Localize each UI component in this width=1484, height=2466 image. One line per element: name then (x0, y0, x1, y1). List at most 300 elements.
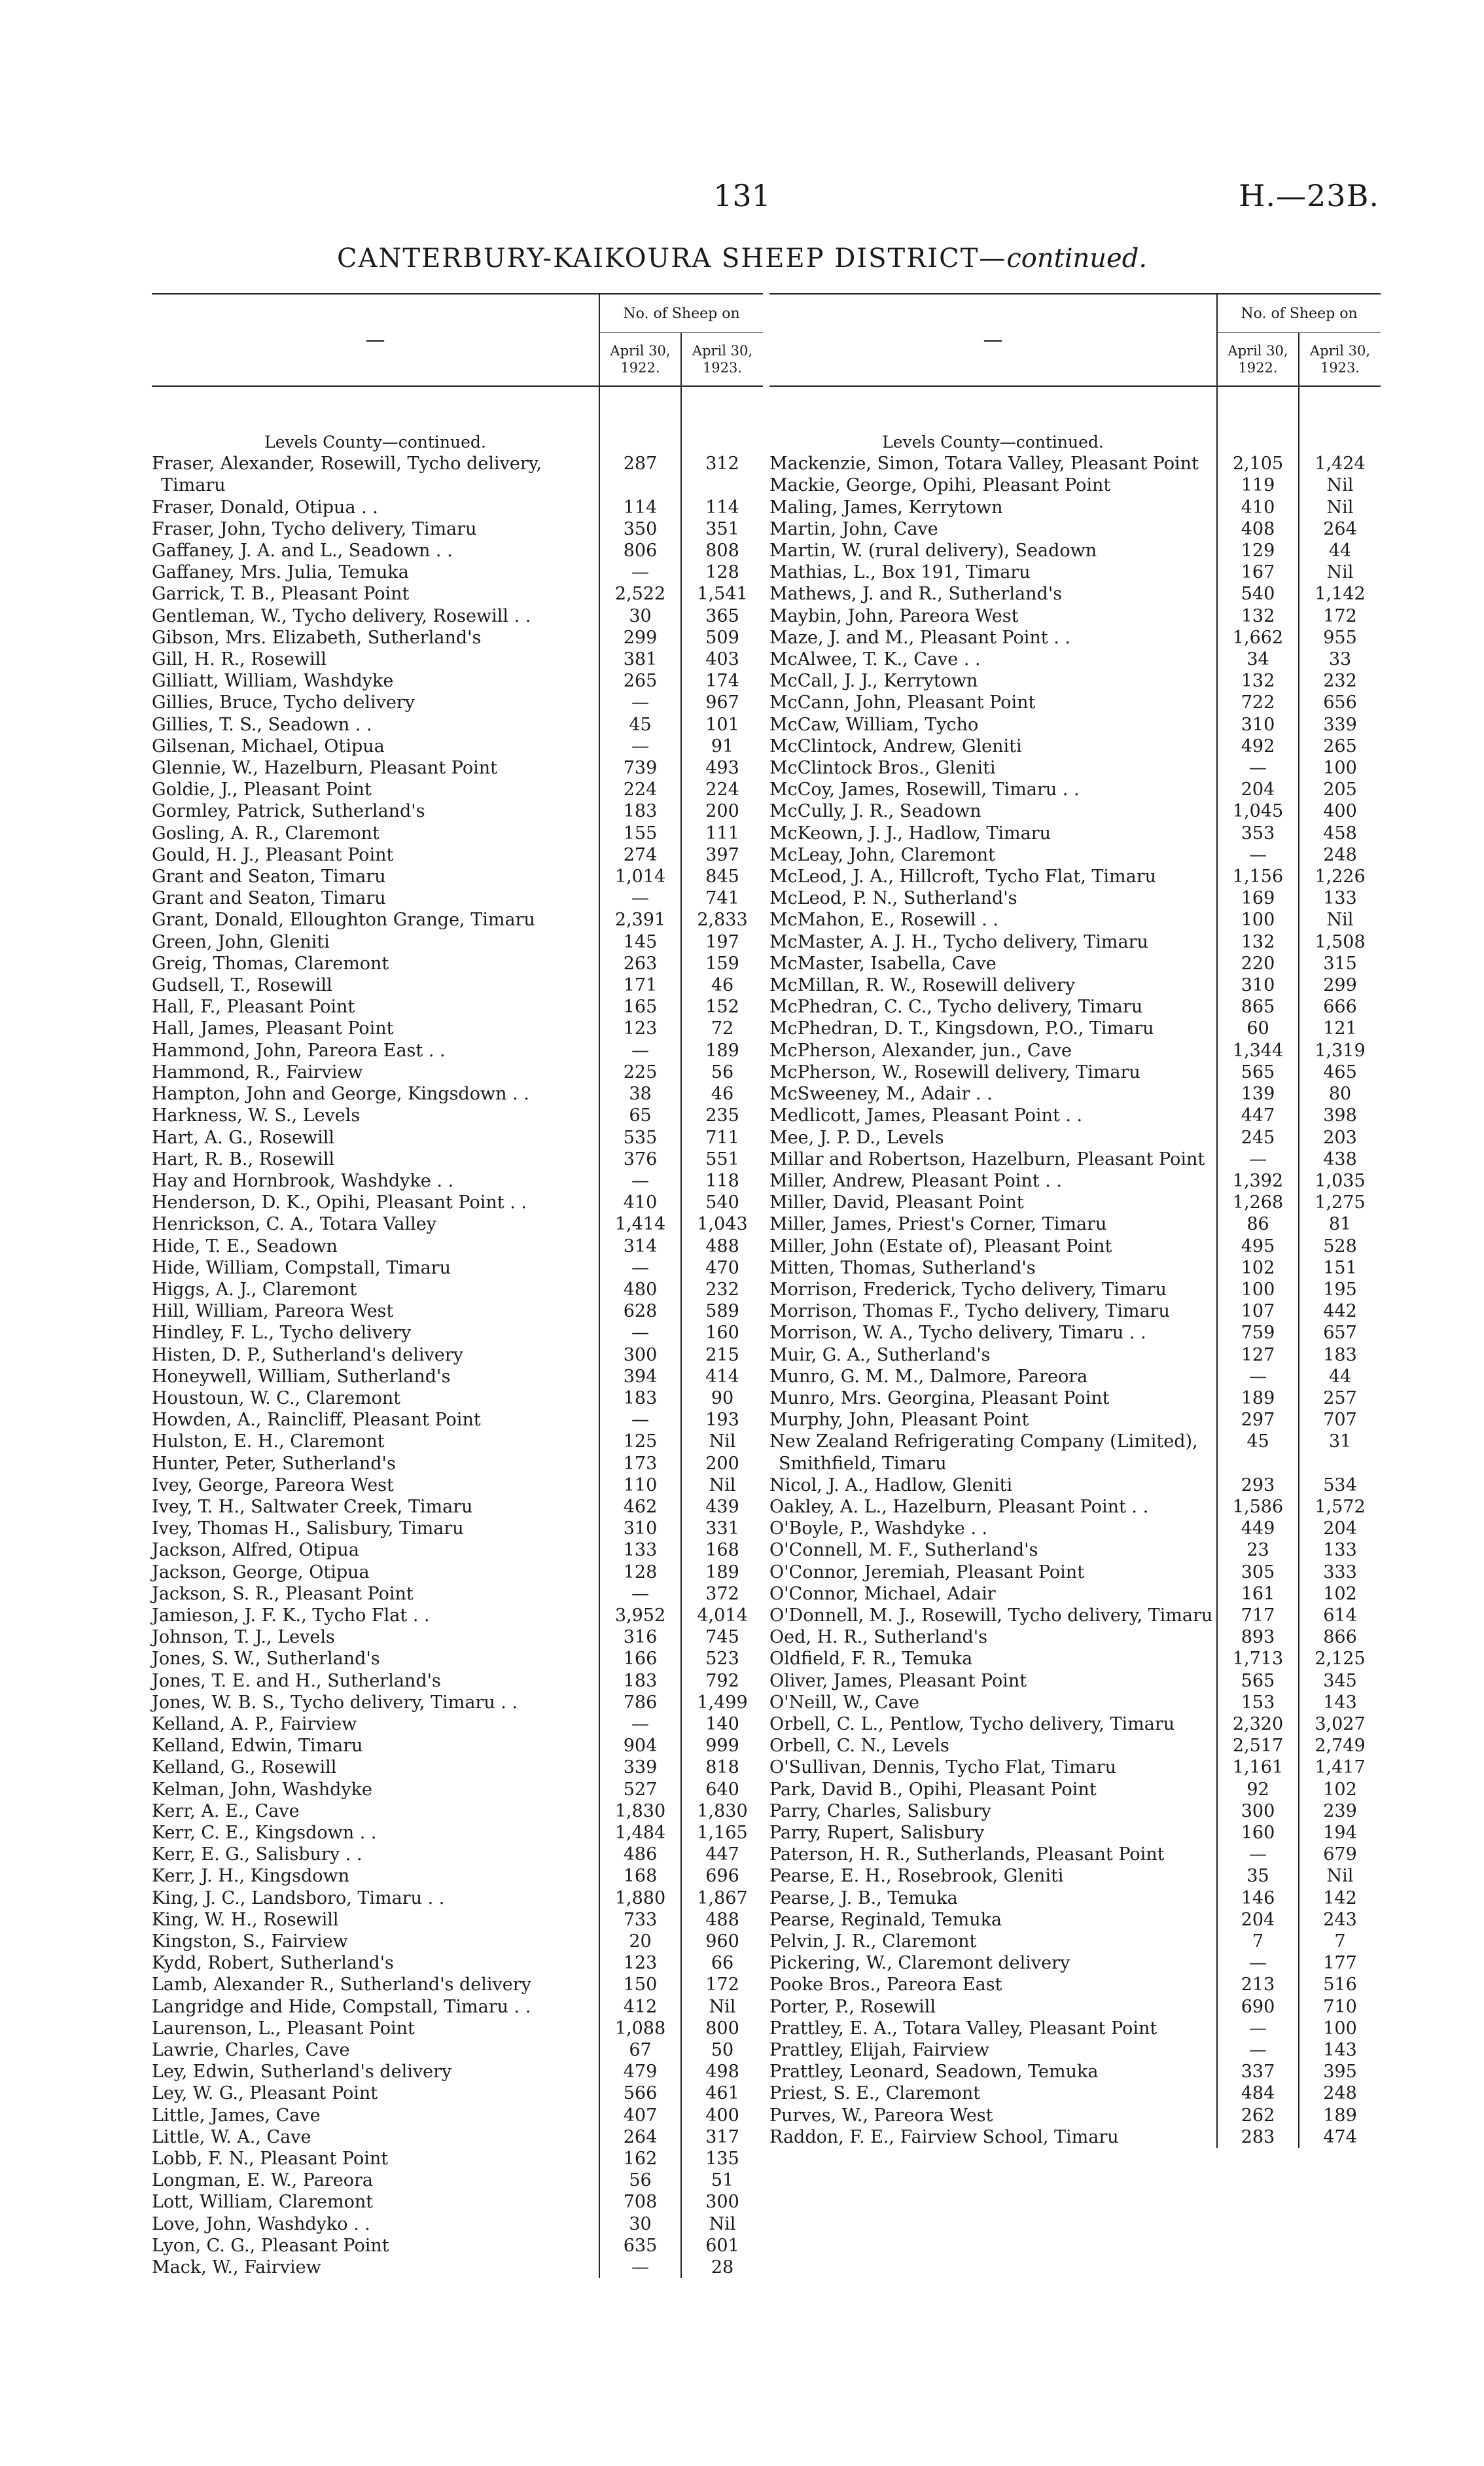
owner-name: Munro, Mrs. Georgina, Pleasant Point (769, 1387, 1110, 1408)
sheep-count-header: No. of Sheep on (1217, 294, 1381, 333)
district-title-continued: continued. (1006, 243, 1148, 274)
sheep-1923: 516 (1299, 1974, 1381, 1995)
owner-name: Glennie, W., Hazelburn, Pleasant Point (152, 758, 497, 779)
owner-name: Jackson, S. R., Pleasant Point (152, 1583, 414, 1604)
owner-name: Gaffaney, J. A. and L., Seadown . . (152, 541, 453, 562)
table-row (152, 1236, 763, 1257)
owner-name: Gibson, Mrs. Elizabeth, Sutherland's (152, 627, 482, 648)
sheep-1923: 46 (681, 974, 763, 996)
table-row (152, 1192, 763, 1213)
sheep-1923: Nil (1299, 1865, 1381, 1887)
sheep-1923: 90 (681, 1387, 763, 1409)
owner-name: Maybin, John, Pareora West (769, 605, 1019, 626)
sheep-1923: 300 (681, 2191, 763, 2213)
owner-name: Prattley, E. A., Totara Valley, Pleasant Point (769, 2018, 1157, 2039)
sheep-1922: 30 (599, 2213, 681, 2235)
table-row (152, 1409, 763, 1431)
owner-name: Parry, Charles, Salisbury (769, 1800, 991, 1821)
sheep-1923: 204 (1299, 1518, 1381, 1539)
table-row (152, 1887, 763, 1909)
sheep-1923: 1,226 (1299, 866, 1381, 887)
sheep-1922: 484 (1217, 2082, 1299, 2104)
table-row (152, 1322, 763, 1344)
table-row (769, 1127, 1381, 1149)
owner-name: Grant and Seaton, Timaru (152, 888, 386, 909)
sheep-1923: 197 (681, 931, 763, 953)
owner-name: Pearse, Reginald, Temuka (769, 1909, 1002, 1930)
owner-name: McClintock Bros., Gleniti (769, 758, 996, 779)
sheep-1923: Nil (681, 1996, 763, 2018)
table-row (769, 474, 1381, 496)
table-row (152, 627, 763, 649)
sheep-1923: 365 (681, 605, 763, 627)
sheep-1922: — (599, 692, 681, 713)
owner-name: Ivey, Thomas H., Salisbury, Timaru (152, 1518, 464, 1539)
sheep-1922: 86 (1217, 1213, 1299, 1235)
owner-name: Langridge and Hide, Compstall, Timaru . . (152, 1996, 531, 2017)
table-row (769, 800, 1381, 822)
table-row (152, 540, 763, 562)
owner-name: Fraser, Donald, Otipua . . (152, 497, 378, 518)
sheep-1922: 1,713 (1217, 1648, 1299, 1670)
table-row (769, 1887, 1381, 1909)
table-row (769, 540, 1381, 562)
table-row (152, 1127, 763, 1149)
sheep-1922: 904 (599, 1735, 681, 1757)
owner-name: Kydd, Robert, Sutherland's (152, 1953, 394, 1974)
owner-name: Gill, H. R., Rosewill (152, 649, 327, 670)
owner-name: Lyon, C. G., Pleasant Point (152, 2235, 389, 2256)
page-number: 131 (713, 178, 771, 213)
owner-name: Howden, A., Raincliff, Pleasant Point (152, 1410, 481, 1431)
owner-name: McAlwee, T. K., Cave . . (769, 649, 981, 670)
owner-name: Mathews, J. and R., Sutherland's (769, 584, 1063, 605)
owner-name: Green, John, Gleniti (152, 931, 330, 952)
sheep-1923: 243 (1299, 1909, 1381, 1931)
sheep-1922: 133 (599, 1539, 681, 1561)
sheep-1922: 1,880 (599, 1887, 681, 1909)
table-row (152, 2126, 763, 2148)
sheep-1922: 339 (599, 1757, 681, 1778)
sheep-1922: 102 (1217, 1257, 1299, 1279)
sheep-1923: 195 (1299, 1279, 1381, 1300)
sheep-1923: 438 (1299, 1149, 1381, 1170)
owner-name: Gillies, Bruce, Tycho delivery (152, 692, 415, 713)
owner-name: Kelman, John, Washdyke (152, 1779, 372, 1800)
owner-name: Hall, F., Pleasant Point (152, 997, 355, 1018)
sheep-1922: 263 (599, 953, 681, 974)
sheep-1923: 800 (681, 2018, 763, 2039)
owner-name: Morrison, Frederick, Tycho delivery, Timaru (769, 1279, 1167, 1300)
owner-column-header: — (152, 294, 599, 386)
sheep-1922: 717 (1217, 1605, 1299, 1626)
sheep-1923: 224 (681, 779, 763, 800)
sheep-1923: 140 (681, 1713, 763, 1735)
sheep-1923: 160 (681, 1322, 763, 1344)
sheep-1923: 534 (1299, 1474, 1381, 1496)
owner-name: Grant, Donald, Elloughton Grange, Timaru (152, 910, 535, 931)
table-row (152, 1974, 763, 1995)
sheep-1923: 143 (1299, 1692, 1381, 1713)
owner-name: Raddon, F. E., Fairview School, Timaru (769, 2126, 1119, 2147)
table-row (152, 1344, 763, 1366)
sheep-1922: 129 (1217, 540, 1299, 562)
sheep-1922: 314 (599, 1236, 681, 1257)
sheep-1923: 351 (681, 518, 763, 540)
table-row (769, 1040, 1381, 1062)
table-row (769, 1713, 1381, 1735)
sheep-1923: Nil (1299, 562, 1381, 583)
sheep-1922: 394 (599, 1366, 681, 1387)
table-row (769, 605, 1381, 627)
sheep-1922: 299 (599, 627, 681, 649)
sheep-1923: 967 (681, 692, 763, 713)
sheep-1923: 189 (1299, 2105, 1381, 2126)
sheep-1922: 635 (599, 2235, 681, 2257)
owner-name: Paterson, H. R., Sutherlands, Pleasant Point (769, 1844, 1165, 1865)
owner-name: Mathias, L., Box 191, Timaru (769, 562, 1031, 583)
table-row (769, 909, 1381, 931)
owner-name: McCoy, James, Rosewill, Timaru . . (769, 779, 1080, 800)
owner-name: McMaster, A. J. H., Tycho delivery, Timaru (769, 931, 1148, 952)
sheep-1922: 410 (1217, 497, 1299, 518)
owner-name: New Zealand Refrigerating Company (Limited), Smithfield, Timaru (769, 1431, 1198, 1474)
sheep-1923: 1,499 (681, 1692, 763, 1713)
owner-name: Nicol, J. A., Hadlow, Gleniti (769, 1474, 1013, 1495)
sheep-1923: 248 (1299, 844, 1381, 866)
table-row (152, 1735, 763, 1757)
sheep-1922: 722 (1217, 692, 1299, 713)
table-row (769, 736, 1381, 757)
sheep-1923: 31 (1299, 1431, 1381, 1474)
table-row (152, 953, 763, 974)
sheep-1922: 293 (1217, 1474, 1299, 1496)
sheep-1923: 159 (681, 953, 763, 974)
sheep-1923: 143 (1299, 2039, 1381, 2061)
owner-name: Park, David B., Opihi, Pleasant Point (769, 1779, 1097, 1800)
sheep-count-header: No. of Sheep on (599, 294, 763, 333)
sheep-1922: 204 (1217, 1909, 1299, 1931)
sheep-1922: 92 (1217, 1779, 1299, 1800)
table-row (769, 887, 1381, 909)
sheep-1923: 264 (1299, 518, 1381, 540)
sheep-1923: 395 (1299, 2061, 1381, 2082)
table-row (152, 1170, 763, 1192)
sheep-1922: 310 (1217, 714, 1299, 736)
sheep-1922: 265 (599, 670, 681, 692)
table-row (152, 1149, 763, 1170)
table-row (769, 1018, 1381, 1039)
year-1922-header: April 30, 1922. (1217, 333, 1299, 387)
sheep-1923: 710 (1299, 1996, 1381, 2018)
owner-name: King, W. H., Rosewill (152, 1909, 339, 1930)
sheep-1923: 194 (1299, 1822, 1381, 1844)
sheep-1922: 376 (599, 1149, 681, 1170)
table-row (769, 1518, 1381, 1539)
year-1923-header: April 30, 1923. (1299, 333, 1381, 387)
sheep-1922: — (599, 1409, 681, 1431)
table-row (769, 1083, 1381, 1105)
sheep-1922: 690 (1217, 1996, 1299, 2018)
sheep-1923: 193 (681, 1409, 763, 1431)
owner-name: Gormley, Patrick, Sutherland's (152, 801, 425, 822)
sheep-1922: 1,161 (1217, 1757, 1299, 1778)
sheep-1923: 1,275 (1299, 1192, 1381, 1213)
owner-name: Gosling, A. R., Claremont (152, 823, 380, 844)
sheep-1922: 1,014 (599, 866, 681, 887)
table-row (769, 670, 1381, 692)
sheep-1922: 407 (599, 2105, 681, 2126)
table-row (769, 2126, 1381, 2148)
sheep-1923: 1,572 (1299, 1496, 1381, 1518)
table-row (769, 953, 1381, 974)
sheep-1923: 133 (1299, 887, 1381, 909)
sheep-1923: 461 (681, 2082, 763, 2104)
owner-name: Mackie, George, Opihi, Pleasant Point (769, 475, 1111, 496)
sheep-1922: 297 (1217, 1409, 1299, 1431)
owner-name: McClintock, Andrew, Gleniti (769, 736, 1022, 757)
table-row (152, 1496, 763, 1518)
owner-name: Hindley, F. L., Tycho delivery (152, 1323, 412, 1344)
sheep-1923: 189 (681, 1562, 763, 1583)
sheep-1923: 111 (681, 823, 763, 844)
table-row (152, 2082, 763, 2104)
sheep-1923: 493 (681, 757, 763, 779)
owner-name: Ivey, George, Pareora West (152, 1474, 394, 1495)
sheep-1922: 262 (1217, 2105, 1299, 2126)
sheep-1922: 67 (599, 2039, 681, 2061)
sheep-1923: 1,043 (681, 1213, 763, 1235)
owner-name: Gudsell, T., Rosewill (152, 975, 332, 996)
table-row (769, 1409, 1381, 1431)
sheep-1922: — (599, 2257, 681, 2278)
sheep-1923: 509 (681, 627, 763, 649)
owner-name: Mackenzie, Simon, Totara Valley, Pleasant Point (769, 454, 1199, 474)
table-row (152, 1626, 763, 1648)
sheep-1922: 1,414 (599, 1213, 681, 1235)
sheep-1922: — (599, 887, 681, 909)
table-row (152, 823, 763, 844)
sheep-1922: 316 (599, 1626, 681, 1648)
sheep-1923: 2,749 (1299, 1735, 1381, 1757)
sheep-1922: 2,391 (599, 909, 681, 931)
table-row (769, 996, 1381, 1018)
table-row (769, 1692, 1381, 1713)
sheep-1923: 28 (681, 2257, 763, 2278)
owner-name: Gillies, T. S., Seadown . . (152, 714, 372, 735)
owner-name: O'Connor, Jeremiah, Pleasant Point (769, 1562, 1085, 1582)
table-row (152, 1040, 763, 1062)
table-row (152, 518, 763, 540)
sheep-1922: 139 (1217, 1083, 1299, 1105)
owner-name: Johnson, T. J., Levels (152, 1627, 335, 1648)
sheep-1922: 160 (1217, 1822, 1299, 1844)
sheep-1922: 146 (1217, 1887, 1299, 1909)
sheep-1923: 657 (1299, 1322, 1381, 1344)
sheep-1923: 7 (1299, 1931, 1381, 1952)
sheep-1923: 183 (1299, 1344, 1381, 1366)
sheep-1923: 1,417 (1299, 1757, 1381, 1778)
sheep-1922: 107 (1217, 1300, 1299, 1322)
owner-name: Prattley, Leonard, Seadown, Temuka (769, 2062, 1099, 2082)
table-row (152, 1713, 763, 1735)
owner-name: McCully, J. R., Seadown (769, 801, 981, 822)
owner-name: Mack, W., Fairview (152, 2257, 321, 2278)
table-row (769, 627, 1381, 649)
sheep-1922: 56 (599, 2170, 681, 2191)
owner-name: O'Donnell, M. J., Rosewill, Tycho delivery, Timaru (769, 1605, 1213, 1626)
table-row (769, 1300, 1381, 1322)
sheep-1923: 177 (1299, 1952, 1381, 1974)
sheep-1923: 239 (1299, 1800, 1381, 1822)
sheep-1923: 317 (681, 2126, 763, 2148)
sheep-1922: 527 (599, 1779, 681, 1800)
owner-name: Hampton, John and George, Kingsdown . . (152, 1084, 529, 1105)
sheep-1922: 155 (599, 823, 681, 844)
owner-name: Longman, E. W., Pareora (152, 2170, 373, 2191)
table-row (769, 1062, 1381, 1083)
sheep-1922: 35 (1217, 1865, 1299, 1887)
table-row (152, 1213, 763, 1235)
table-row (152, 1562, 763, 1583)
owner-name: McPherson, Alexander, jun., Cave (769, 1040, 1072, 1061)
owner-name: Hammond, John, Pareora East . . (152, 1040, 446, 1061)
sheep-1923: 133 (1299, 1539, 1381, 1561)
sheep-1923: 331 (681, 1518, 763, 1539)
sheep-1922: 34 (1217, 649, 1299, 670)
sheep-1922: 283 (1217, 2126, 1299, 2148)
sheep-1922: 1,268 (1217, 1192, 1299, 1213)
sheep-1923: 312 (681, 453, 763, 496)
sheep-1923: 1,035 (1299, 1170, 1381, 1192)
owner-name: Lobb, F. N., Pleasant Point (152, 2149, 389, 2170)
owner-name: Gould, H. J., Pleasant Point (152, 844, 394, 865)
sheep-1923: 100 (1299, 757, 1381, 779)
sheep-1923: 72 (681, 1018, 763, 1039)
sheep-1922: 245 (1217, 1127, 1299, 1149)
district-title-main: CANTERBURY-KAIKOURA SHEEP DISTRICT— (336, 243, 1007, 274)
sheep-1923: 50 (681, 2039, 763, 2061)
sheep-1922: 3,952 (599, 1605, 681, 1626)
sheep-1922: 224 (599, 779, 681, 800)
sheep-1923: 81 (1299, 1213, 1381, 1235)
sheep-1922: 412 (599, 1996, 681, 2018)
owner-name: Little, W. A., Cave (152, 2126, 311, 2147)
sheep-1923: 1,508 (1299, 931, 1381, 953)
owner-name: O'Boyle, P., Washdyke . . (769, 1518, 988, 1539)
table-row (152, 1779, 763, 1800)
sheep-1922: 708 (599, 2191, 681, 2213)
sheep-1922: 123 (599, 1952, 681, 1974)
table-row (769, 2082, 1381, 2104)
sheep-1923: 696 (681, 1865, 763, 1887)
owner-name: Miller, Andrew, Pleasant Point . . (769, 1170, 1062, 1191)
table-row (152, 692, 763, 713)
sheep-1922: 65 (599, 1105, 681, 1126)
sheep-1923: 818 (681, 1757, 763, 1778)
table-row (769, 714, 1381, 736)
sheep-1923: 101 (681, 714, 763, 736)
owner-name: McCall, J. J., Kerrytown (769, 671, 978, 692)
sheep-1923: 56 (681, 1062, 763, 1083)
sheep-1923: 215 (681, 1344, 763, 1366)
table-row (152, 583, 763, 605)
table-row (152, 453, 763, 496)
sheep-1923: 142 (1299, 1887, 1381, 1909)
owner-name: Murphy, John, Pleasant Point (769, 1410, 1029, 1431)
sheep-1923: 589 (681, 1300, 763, 1322)
sheep-1923: 1,867 (681, 1887, 763, 1909)
sheep-1923: 121 (1299, 1018, 1381, 1039)
table-row (152, 1996, 763, 2018)
table-row (152, 2170, 763, 2191)
sheep-1922: — (599, 562, 681, 583)
sheep-1922: — (1217, 1149, 1299, 1170)
sheep-1922: 310 (1217, 974, 1299, 996)
sheep-1922: 566 (599, 2082, 681, 2104)
sheep-1922: 410 (599, 1192, 681, 1213)
sheep-1923: 172 (681, 1974, 763, 1995)
owner-name: O'Sullivan, Dennis, Tycho Flat, Timaru (769, 1757, 1117, 1778)
owner-name: Gentleman, W., Tycho delivery, Rosewill . . (152, 605, 531, 626)
owner-name: Oakley, A. L., Hazelburn, Pleasant Point . . (769, 1496, 1149, 1517)
owner-name: Kerr, J. H., Kingsdown (152, 1866, 349, 1887)
owner-name: Henderson, D. K., Opihi, Pleasant Point . . (152, 1192, 527, 1213)
sheep-1923: 114 (681, 497, 763, 518)
sheep-1923: 248 (1299, 2082, 1381, 2104)
owner-name: Purves, W., Pareora West (769, 2105, 993, 2126)
table-row (769, 1236, 1381, 1257)
sheep-1923: 100 (1299, 2018, 1381, 2039)
sheep-1923: 232 (681, 1279, 763, 1300)
sheep-1923: 46 (681, 1083, 763, 1105)
table-row (152, 1844, 763, 1865)
table-row (769, 1844, 1381, 1865)
sheep-1922: 23 (1217, 1539, 1299, 1561)
sheep-1922: 183 (599, 1387, 681, 1409)
sheep-1923: 403 (681, 649, 763, 670)
sheep-1923: 135 (681, 2148, 763, 2170)
sheep-1922: 110 (599, 1474, 681, 1496)
district-title (0, 243, 1484, 274)
table-row (152, 1474, 763, 1496)
owner-name: Hunter, Peter, Sutherland's (152, 1453, 396, 1474)
sheep-1922: — (1217, 2018, 1299, 2039)
sheep-1922: 168 (599, 1865, 681, 1887)
sheep-1923: 711 (681, 1127, 763, 1149)
sheep-1922: 150 (599, 1974, 681, 1995)
table-row (152, 1757, 763, 1778)
table-body-left (152, 386, 763, 2278)
owner-name: Kelland, A. P., Fairview (152, 1713, 357, 1734)
owner-name: Little, James, Cave (152, 2105, 321, 2126)
owner-name: Parry, Rupert, Salisbury (769, 1823, 985, 1843)
sheep-1922: 739 (599, 757, 681, 779)
table-row (769, 1822, 1381, 1844)
owner-name: Martin, W. (rural delivery), Seadown (769, 541, 1097, 562)
sheep-1923: 128 (681, 562, 763, 583)
sheep-1923: 205 (1299, 779, 1381, 800)
sheep-1922: 893 (1217, 1626, 1299, 1648)
sheep-1922: 183 (599, 800, 681, 822)
owner-name: Histen, D. P., Sutherland's delivery (152, 1344, 463, 1365)
sheep-1923: 551 (681, 1149, 763, 1170)
sheep-1922: 492 (1217, 736, 1299, 757)
table-row (152, 1300, 763, 1322)
owner-name: McCaw, William, Tycho (769, 714, 979, 735)
year-1922-header: April 30, 1922. (599, 333, 681, 387)
table-row (769, 1366, 1381, 1387)
